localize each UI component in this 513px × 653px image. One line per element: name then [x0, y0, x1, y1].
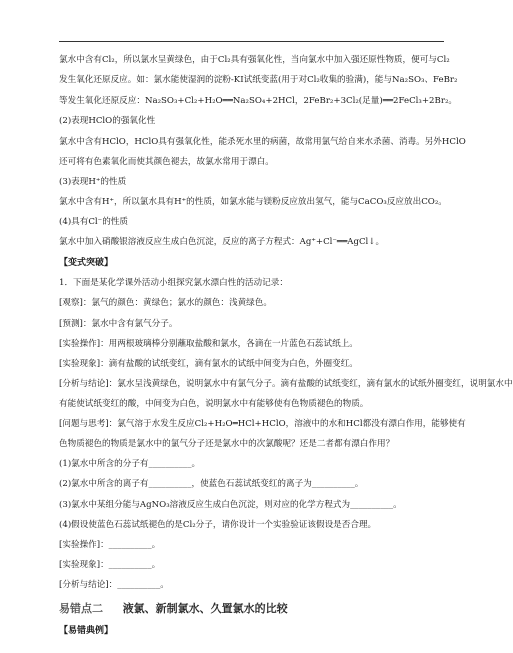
text-line: 有能使试纸变红的酸，中间变为白色，说明氯水中有能够使有色物质褪色的物质。: [59, 399, 369, 409]
header-rule: [59, 41, 444, 42]
text-line: 氯水中含有H⁺，所以氯水具有H⁺的性质，如氯水能与镁粉反应放出氢气，能与CaCO₃反应放出CO₂。: [59, 197, 447, 207]
variant-heading: 【变式突破】: [59, 258, 114, 268]
text-line: 发生氧化还原反应。如：氯水能使湿润的淀粉-KI试纸变蓝(用于对Cl₂收集的验满)，能与Na₂SO₃、FeBr₂: [59, 75, 458, 85]
blank-line: [实验操作]：__________。: [59, 540, 161, 550]
text-line: (2)表现HClO的强氧化性: [59, 116, 156, 126]
text-line: [实验操作]：用两根玻璃棒分别蘸取盐酸和氯水，各滴在一片蓝色石蕊试纸上。: [59, 339, 358, 349]
sub-question: (2)氯水中所含的离子有__________，使蓝色石蕊试纸变红的离子为__________。: [59, 479, 364, 489]
question-stem: 1．下面是某化学课外活动小组探究氯水漂白性的活动记录：: [59, 278, 288, 288]
text-line: [问题与思考]：氯气溶于水发生反应Cl₂+H₂O═HCl+HClO，溶液中的水和HCl都没有漂白作用，能够使有: [59, 419, 466, 429]
text-line: 氯水中加入硝酸银溶液反应生成白色沉淀，反应的离子方程式：Ag⁺+Cl⁻══AgCl↓。: [59, 237, 385, 247]
text-line: 氯水中含有HClO，HClO具有强氧化性，能杀死水里的病菌，故常用氯气给自来水杀菌、消毒。另外HClO: [59, 137, 466, 147]
text-line: 氯水中含有Cl₂，所以氯水呈黄绿色，由于Cl₂具有强氧化性，当向氯水中加入强还原性物质，便可与Cl₂: [59, 55, 450, 65]
section-title: 液氯、新制氯水、久置氯水的比较: [122, 602, 288, 615]
sub-question: (1)氯水中所含的分子有__________。: [59, 459, 201, 469]
text-line: 等发生氧化还原反应：Na₂SO₃+Cl₂+H₂O══Na₂SO₄+2HCl，2FeBr₂+3Cl₂(足量)══2FeCl₃+2Br₂。: [59, 96, 457, 106]
sub-question: (3)氯水中某组分能与AgNO₃溶液反应生成白色沉淀，则对应的化学方程式为__________。: [59, 500, 402, 510]
section-heading: [59, 602, 449, 616]
text-line: (3)表现H⁺的性质: [59, 177, 127, 187]
text-line: [分析与结论]：氯水呈浅黄绿色，说明氯水中有氯气分子。滴有盐酸的试纸变红，滴有氯水的试纸外圈变红，说明氯水中: [59, 379, 513, 389]
text-line: [实验现象]：滴有盐酸的试纸变红，滴有氯水的试纸中间变为白色，外圈变红。: [59, 359, 358, 369]
section-label: 易错点二: [59, 602, 103, 615]
text-line: 还可将有色素氧化而使其颜色褪去，故氯水常用于漂白。: [59, 157, 274, 167]
text-line: [预测]：氯水中含有氯气分子。: [59, 319, 178, 329]
example-heading: 【易错典例】: [59, 626, 114, 636]
text-line: (4)具有Cl⁻的性质: [59, 217, 129, 227]
blank-line: [分析与结论]：__________。: [59, 580, 169, 590]
text-line: 色物质褪色的物质是氯水中的氯气分子还是氯水中的次氯酸呢？还是二者都有漂白作用？: [59, 439, 395, 449]
text-line: [观察]：氯气的颜色：黄绿色；氯水的颜色：浅黄绿色。: [59, 298, 272, 308]
sub-question: (4)假设使蓝色石蕊试纸褪色的是Cl₂分子，请你设计一个实验验证该假设是否合理。: [59, 520, 377, 530]
blank-line: [实验现象]：__________。: [59, 560, 161, 570]
